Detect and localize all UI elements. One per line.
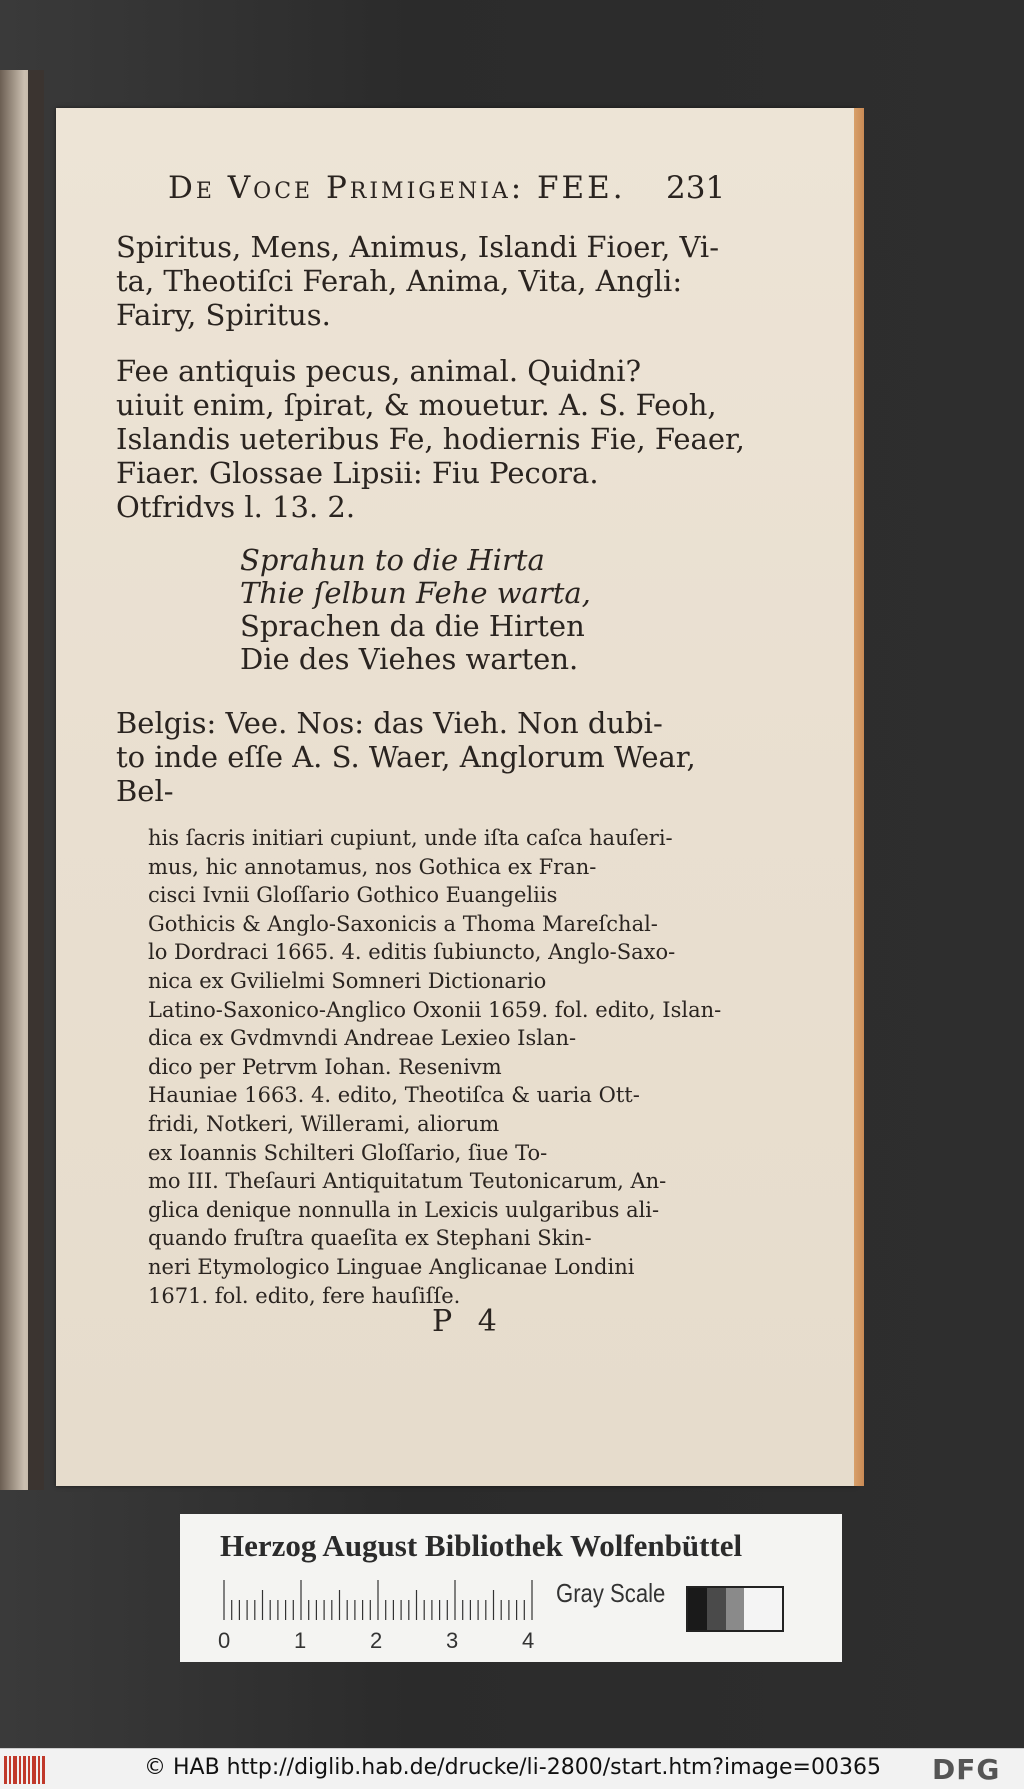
footnote: his ſacris initiari cupiunt, unde iſta caſca hauſeri- mus, hic annotamus, nos Gothica ex Fran- cisci Ivnii Gloſſario Gothico Euangeliis Gothicis & Anglo-Saxonicis a Thoma Mareſchal- lo Dordraci 1665. 4. editis ſubiuncto, Anglo-Saxo- nica ex Gvilielmi Somneri Dictionario Latino-Saxonico-Anglico Oxonii 1659. fol. edito, Islan- dica ex Gvdmvndi Andreae Lexieo Islan- dico per Petrvm Iohan. Resenivm Hauniae 1663. 4. edito, Theotiſca & uaria Ott- fridi, Notkeri, Willerami, aliorum ex Ioannis Schilteri Gloſſario, ſiue To- mo III. Theſauri Antiquitatum Teutonicarum, An- glica denique nonnulla in Lexicis uulgaribus ali- quando fruſtra quaeſita ex Stephani Skin- neri Etymologico Linguae Anglicanae Londini 1671. fol. edito, fere hauſiſſe. — [148, 826, 722, 1308]
ruler-number: 0 — [218, 1628, 231, 1653]
book-page — [56, 108, 856, 1486]
barcode-icon — [4, 1754, 48, 1786]
gray-scale-label: Gray Scale — [556, 1578, 666, 1608]
signature-mark: P 4 — [432, 1304, 505, 1339]
gray-scale-swatches — [686, 1586, 784, 1632]
ruler-number: 1 — [294, 1628, 307, 1653]
page-edge — [854, 108, 864, 1486]
dfg-logo: DFG — [932, 1753, 1001, 1786]
page-gutter — [28, 70, 44, 1490]
paragraph-fee: Fee antiquis pecus, animal. Quidni? uiuit enim, ſpirat, & mouetur. A. S. Feoh, Islandis ueteribus Fe, hodiernis Fie, Feaer, Fiaer. Glossae Lipsii: Fiu Pecora. Otfridvs l. 13. 2. — [116, 354, 745, 524]
library-color-card — [180, 1514, 842, 1662]
verse-line: Thie ſelbun Fehe warta, — [240, 576, 591, 610]
running-head: De Voce Primigenia: FEE. — [168, 170, 626, 206]
gray-swatch — [726, 1588, 745, 1630]
verse-line: Sprachen da die Hirten — [240, 609, 585, 643]
gray-swatch — [744, 1588, 782, 1630]
paragraph-belgis: Belgis: Vee. Nos: das Vieh. Non dubi- to inde eſſe A. S. Waer, Anglorum Wear, Bel- — [116, 706, 696, 808]
verse-line: Sprahun to die Hirta — [240, 543, 545, 577]
previous-page-edge — [0, 70, 44, 1490]
gray-swatch — [707, 1588, 726, 1630]
verse-quote — [240, 544, 591, 676]
gray-swatch — [688, 1588, 707, 1630]
footer-bar — [0, 1748, 1024, 1789]
ruler-number: 2 — [370, 1628, 383, 1653]
ruler-scale — [222, 1580, 538, 1620]
ruler-number: 3 — [446, 1628, 459, 1653]
paragraph-spiritus: Spiritus, Mens, Animus, Islandi Fioer, Vi- ta, Theotiſci Ferah, Anima, Vita, Angli: Fairy, Spiritus. — [116, 230, 720, 332]
library-name: Herzog August Bibliothek Wolfenbüttel — [220, 1528, 743, 1563]
copyright-link[interactable]: © HAB http://diglib.hab.de/drucke/li-2800/start.htm?image=00365 — [144, 1755, 881, 1780]
ruler-number: 4 — [522, 1628, 535, 1653]
page-number: 231 — [666, 170, 726, 206]
verse-line: Die des Viehes warten. — [240, 642, 579, 676]
